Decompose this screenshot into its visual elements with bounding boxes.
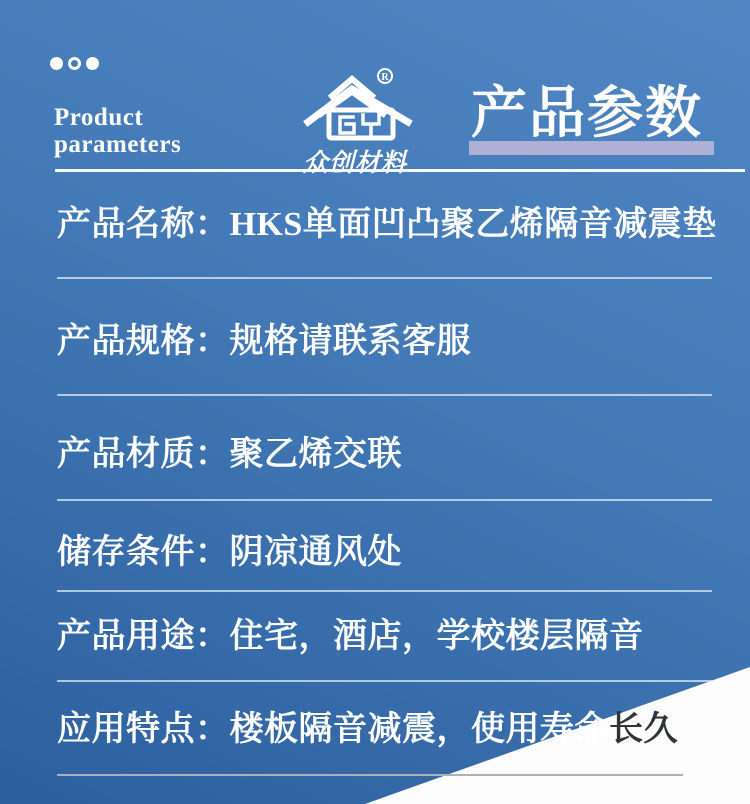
row-value-highlight: 长久 (609, 711, 678, 748)
row-divider (57, 499, 712, 501)
registered-trademark-letter: R (381, 72, 389, 83)
param-row-usage (57, 618, 644, 656)
row-label: 产品名称： (57, 206, 230, 243)
row-divider (57, 774, 683, 776)
param-row-material (57, 436, 402, 474)
param-row-spec (57, 323, 471, 361)
row-value: 楼板隔音减震，使用寿命 (229, 711, 609, 748)
row-label: 储存条件： (57, 534, 230, 571)
subtitle-line1: Product (54, 104, 144, 131)
row-divider (57, 277, 712, 279)
page-title-block (469, 84, 719, 160)
row-value: 住宅，酒店，学校楼层隔音 (229, 618, 644, 655)
row-value: HKS单面凹凸聚乙烯隔音减震垫 (229, 206, 717, 243)
row-divider (57, 394, 712, 396)
param-row-features (57, 711, 678, 749)
row-divider (57, 680, 712, 682)
param-row-name (57, 206, 717, 244)
dot-filled-icon (50, 57, 63, 70)
row-value: 阴凉通风处 (229, 534, 402, 571)
page-title: 产品参数 (471, 83, 703, 145)
row-divider (57, 590, 712, 592)
row-value: 聚乙烯交联 (229, 436, 402, 473)
subtitle-english (54, 104, 181, 158)
row-value: 规格请联系客服 (229, 323, 471, 360)
row-label: 产品用途： (57, 618, 230, 655)
row-label: 产品规格： (57, 323, 230, 360)
dot-filled-icon (86, 57, 99, 70)
row-label: 应用特点： (57, 711, 230, 748)
param-row-storage (57, 534, 402, 572)
dot-hollow-icon (68, 57, 81, 70)
row-label: 产品材质： (57, 436, 230, 473)
pagination-dots-icon (50, 57, 99, 70)
subtitle-line2: parameters (54, 131, 182, 158)
brand-name: 众创材料 (302, 150, 407, 177)
